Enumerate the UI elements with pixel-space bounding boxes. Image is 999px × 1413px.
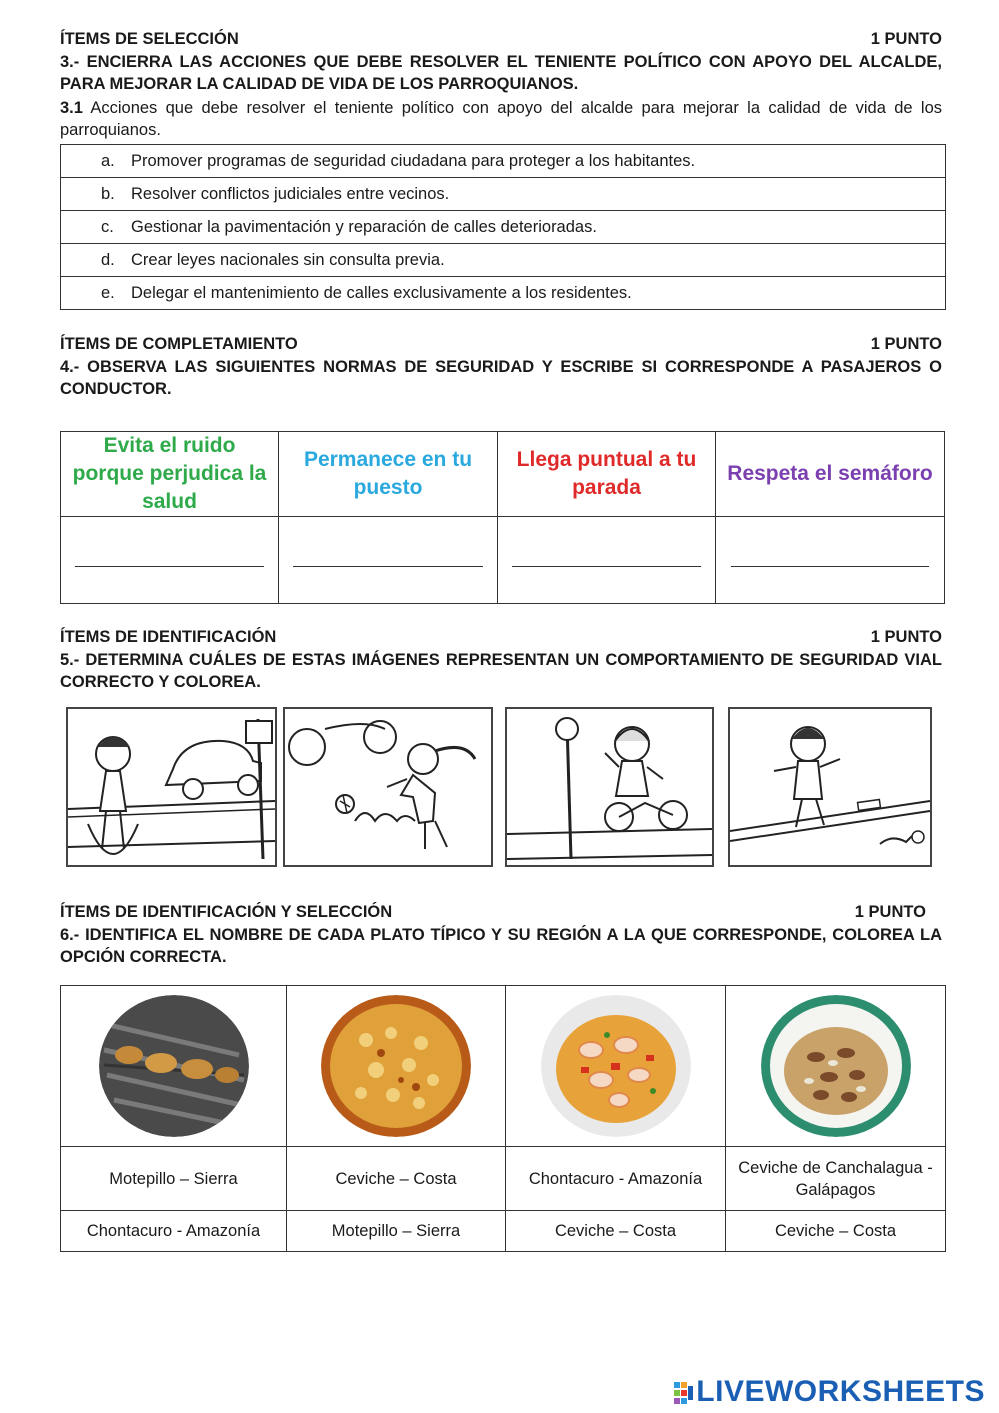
safety-norms-table	[60, 431, 945, 604]
norm-text: Permanece en tu puesto	[303, 448, 473, 499]
typical-dishes-table	[60, 985, 946, 1252]
option-text: Resolver conflictos judiciales entre vecinos.	[131, 184, 450, 203]
section6-instruction: 6.- IDENTIFICA EL NOMBRE DE CADA PLATO TÍPICO Y SU REGIÓN A LA QUE CORRESPONDE, COLOREA LA OPCIÓN CORRECTA.	[60, 926, 942, 966]
answer-line	[731, 565, 930, 567]
option-letter: e.	[101, 283, 115, 302]
dish-image-cell	[287, 986, 506, 1147]
girl-chasing-ball-into-street-illustration[interactable]	[283, 707, 493, 867]
dish-option-cell[interactable]	[726, 1147, 946, 1211]
dish-option-text: Chontacuro - Amazonía	[86, 1222, 261, 1240]
section3-instruction: 3.- ENCIERRA LAS ACCIONES QUE DEBE RESOLVER EL TENIENTE POLÍTICO CON APOYO DEL ALCALDE, PARA MEJORAR LA CALIDAD DE VIDA DE LOS PARROQUIANOS.	[60, 53, 942, 93]
section6-points: 1 PUNTO	[854, 903, 926, 921]
section3-sub-text: Acciones que debe resolver el teniente político con apoyo del alcalde para mejorar la calidad de vida de los parroquianos.	[60, 99, 942, 139]
dish-option-text: Ceviche de Canchalagua - Galápagos	[738, 1158, 933, 1199]
option-e[interactable]	[61, 277, 946, 310]
section3-sub-number: 3.1	[60, 99, 83, 117]
dish-option-text: Ceviche – Costa	[554, 1222, 677, 1240]
logo-text: LIVEWORKSHEETS	[696, 1375, 985, 1408]
option-text: Gestionar la pavimentación y reparación de calles deterioradas.	[131, 217, 597, 236]
norm-cell	[498, 432, 716, 517]
norm-cell	[716, 432, 945, 517]
section3-points: 1 PUNTO	[870, 30, 942, 48]
section5-heading-row	[60, 628, 942, 647]
answer-line	[293, 565, 483, 567]
dish-option-cell[interactable]	[726, 1211, 946, 1252]
section3-heading-row	[60, 30, 942, 49]
norm-cell	[61, 432, 279, 517]
dish-option-cell[interactable]	[61, 1211, 287, 1252]
girl-jumping-rope-near-car-illustration[interactable]	[66, 707, 277, 867]
dish-option-cell[interactable]	[287, 1147, 506, 1211]
dish-option-cell[interactable]	[506, 1211, 726, 1252]
answer-blank[interactable]	[498, 517, 716, 604]
section5-instruction: 5.- DETERMINA CUÁLES DE ESTAS IMÁGENES REPRESENTAN UN COMPORTAMIENTO DE SEGURIDAD VIAL CORRECTO Y COLOREA.	[60, 651, 942, 691]
dish-option-cell[interactable]	[287, 1211, 506, 1252]
boy-riding-bike-on-bike-lane-illustration[interactable]	[505, 707, 714, 867]
section4-instruction: 4.- OBSERVA LAS SIGUIENTES NORMAS DE SEGURIDAD Y ESCRIBE SI CORRESPONDE A PASAJEROS O CONDUCTOR.	[60, 358, 942, 398]
option-letter: d.	[101, 250, 115, 269]
section6-heading: ÍTEMS DE IDENTIFICACIÓN Y SELECCIÓN	[60, 903, 393, 921]
option-text: Delegar el mantenimiento de calles exclusivamente a los residentes.	[131, 283, 632, 302]
grilled-chontacuro-photo	[99, 995, 249, 1137]
norm-text: Respeta el semáforo	[727, 462, 933, 485]
safety-images-row	[66, 707, 932, 869]
dish-option-cell[interactable]	[61, 1147, 287, 1211]
shrimp-ceviche-photo	[541, 995, 691, 1137]
section3-options-table	[60, 144, 946, 310]
option-c[interactable]	[61, 211, 946, 244]
answer-blank[interactable]	[61, 517, 279, 604]
option-a[interactable]	[61, 145, 946, 178]
option-text: Promover programas de seguridad ciudadana para proteger a los habitantes.	[131, 151, 696, 170]
section5-heading: ÍTEMS DE IDENTIFICACIÓN	[60, 628, 277, 646]
section3-subquestion	[60, 97, 942, 141]
dish-option-cell[interactable]	[506, 1147, 726, 1211]
norm-text: Evita el ruido porque perjudica la salud	[72, 434, 267, 513]
dish-option-text: Motepillo – Sierra	[331, 1222, 461, 1240]
boy-walking-on-sidewalk-illustration[interactable]	[728, 707, 932, 867]
answer-line	[512, 565, 701, 567]
option-letter: b.	[101, 184, 115, 203]
dish-option-text: Ceviche – Costa	[335, 1169, 457, 1188]
dish-option-text: Ceviche – Costa	[774, 1222, 897, 1240]
section4-points: 1 PUNTO	[870, 335, 942, 353]
dish-option-text: Motepillo – Sierra	[109, 1169, 238, 1188]
section4-heading: ÍTEMS DE COMPLETAMIENTO	[60, 335, 298, 353]
answer-blank[interactable]	[716, 517, 945, 604]
liveworksheets-logo-icon	[674, 1382, 694, 1404]
motepillo-photo	[321, 995, 471, 1137]
section5-points: 1 PUNTO	[870, 628, 942, 646]
norm-text: Llega puntual a tu parada	[516, 448, 697, 499]
option-text: Crear leyes nacionales sin consulta previa.	[131, 250, 445, 269]
option-d[interactable]	[61, 244, 946, 277]
dish-option-text: Chontacuro - Amazonía	[528, 1169, 703, 1188]
dish-image-cell	[61, 986, 287, 1147]
section6-heading-row	[60, 903, 926, 922]
option-b[interactable]	[61, 178, 946, 211]
section4-heading-row	[60, 335, 942, 354]
option-letter: a.	[101, 151, 115, 170]
dish-image-cell	[506, 986, 726, 1147]
liveworksheets-logo[interactable]	[674, 1375, 985, 1409]
answer-line	[75, 565, 264, 567]
answer-blank[interactable]	[279, 517, 498, 604]
canchalagua-ceviche-photo	[761, 995, 911, 1137]
dish-image-cell	[726, 986, 946, 1147]
norm-cell	[279, 432, 498, 517]
section3-heading: ÍTEMS DE SELECCIÓN	[60, 30, 239, 48]
option-letter: c.	[101, 217, 114, 236]
